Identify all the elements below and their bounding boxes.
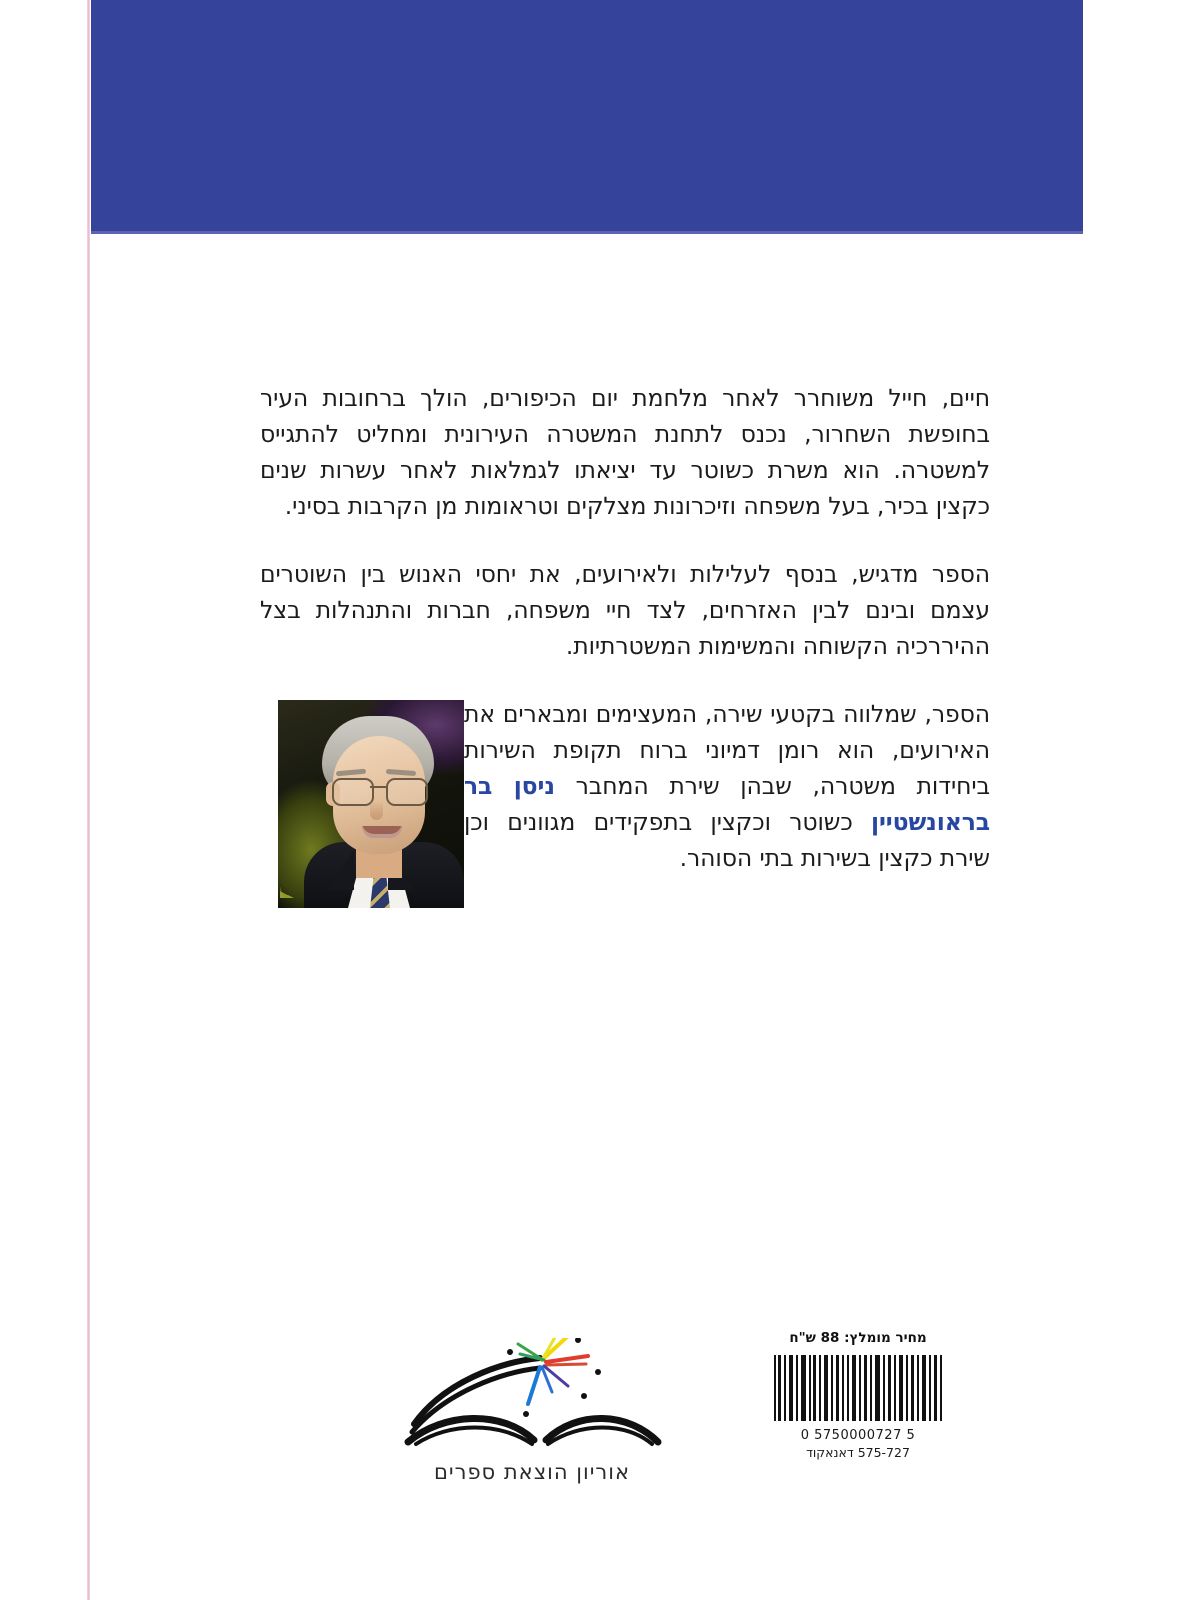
barcode-number: 0 5750000727 5 xyxy=(800,1428,916,1443)
author-name: ניסן בר בראונשטיין xyxy=(464,772,990,836)
blurb-paragraph-1: חיים, חייל משוחרר לאחר מלחמת יום הכיפורים, הולך ברחובות העיר בחופשת השחרור, נכנס לתחנת המשטרה העירונית ומחליט להתגייס למשטרה. הוא משרת כשוטר עד יציאתו לגמלאות לאחר עשרות שנים כקצין בכיר, בעל משפחה וזיכרונות מצלקים וטראומות מן הקרבות בסיני. xyxy=(260,384,990,520)
top-blue-banner-edge xyxy=(91,231,1083,234)
top-blue-banner xyxy=(91,0,1083,233)
recommended-price-label: מחיר מומלץ: 88 ש"ח xyxy=(789,1330,927,1346)
barcode-bars xyxy=(774,1355,942,1421)
photo-nose xyxy=(370,800,383,820)
photo-mouth xyxy=(362,826,402,838)
publisher-name: אוריון הוצאת ספרים xyxy=(433,1460,631,1484)
author-photo xyxy=(278,700,464,908)
blurb-paragraph-3 xyxy=(260,696,990,916)
danacode-label: 575-727 דאנאקוד xyxy=(806,1445,910,1460)
blurb-paragraph-2: הספר מדגיש, בנסף לעלילות ולאירועים, את יחסי האנוש בין השוטרים עצמם ובינם לבין האזרחים, לצד חיי משפחה, חברות והתנהלות בצל ההיררכיה הקשוחה והמשימות המשטרתיות. xyxy=(260,560,990,660)
open-book-sparkle-icon xyxy=(392,1338,672,1460)
blurb-paragraph-3-part-2: כשוטר וכקצין בתפקידים מגוונים וכן שירת כקצין בשירות בתי הסוהר. xyxy=(464,808,990,872)
publisher-logo xyxy=(392,1338,672,1508)
blurb-text-block xyxy=(260,380,990,948)
barcode-block xyxy=(772,1330,944,1460)
blurb-paragraph-3-part-1: הספר, שמלווה בקטעי שירה, המעצימים ומבארים את האירועים, הוא רומן דמיוני ברוח תקופת השירות ביחידות משטרה, שבהן שירת המחבר xyxy=(464,700,990,800)
spine-edge-line-inner xyxy=(88,0,89,1600)
photo-glasses-bridge xyxy=(370,786,386,788)
